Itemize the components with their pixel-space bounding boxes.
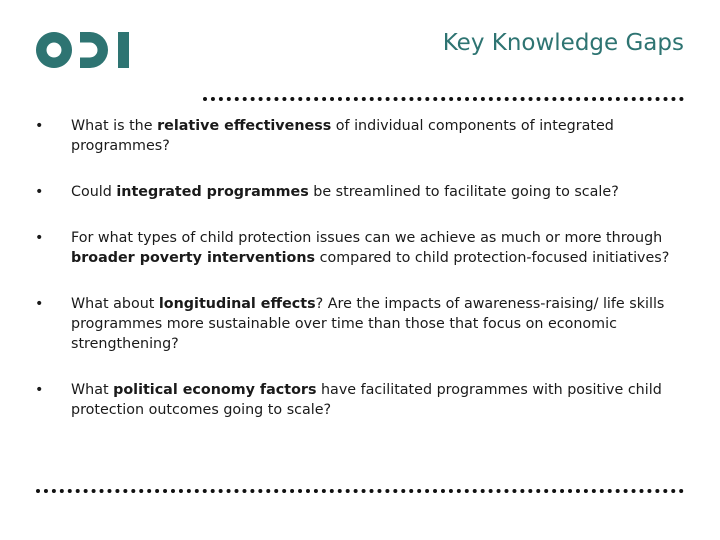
bullet-text: For what types of child protection issues can we achieve as much or more through: [71, 230, 663, 246]
bullet-mark: •: [35, 296, 44, 312]
bullet-text: What about: [71, 296, 159, 312]
dotted-divider-bottom: [36, 489, 684, 493]
bullet-mark: •: [35, 118, 44, 134]
page-title: Key Knowledge Gaps: [442, 30, 684, 56]
bullet-text: ? Are the impacts of awareness-raising/ life skills programmes more sustainable over time than those that focus on economic strengthening?: [71, 296, 665, 352]
bullet-item: [36, 380, 686, 420]
bullet-emphasis: broader poverty interventions: [71, 250, 316, 266]
bullet-text: have facilitated programmes with positive child protection outcomes going to scale?: [71, 382, 662, 418]
knowledge-gap-list: [36, 116, 686, 420]
bullet-text: of individual components of integrated programmes?: [71, 118, 614, 154]
bullet-emphasis: relative effectiveness: [157, 118, 332, 134]
bullet-text: Could: [71, 184, 117, 200]
bullet-text: compared to child protection-focused initiatives?: [315, 250, 670, 266]
bullet-mark: •: [35, 382, 44, 398]
bullet-emphasis: integrated programmes: [116, 184, 309, 200]
odi-logo: [34, 28, 132, 72]
bullet-emphasis: longitudinal effects: [158, 296, 316, 312]
bullet-text: What: [71, 382, 114, 398]
bullet-emphasis: political economy factors: [113, 382, 317, 398]
bullet-item: [36, 116, 686, 156]
bullet-mark: •: [35, 184, 44, 200]
bullet-text: What is the: [71, 118, 158, 134]
bullet-item: [36, 294, 686, 354]
dotted-divider-top: [203, 97, 684, 101]
bullet-item: [36, 228, 686, 268]
bullet-item: [36, 182, 686, 202]
bullet-mark: •: [35, 230, 44, 246]
bullet-text: be streamlined to facilitate going to scale?: [308, 184, 619, 200]
